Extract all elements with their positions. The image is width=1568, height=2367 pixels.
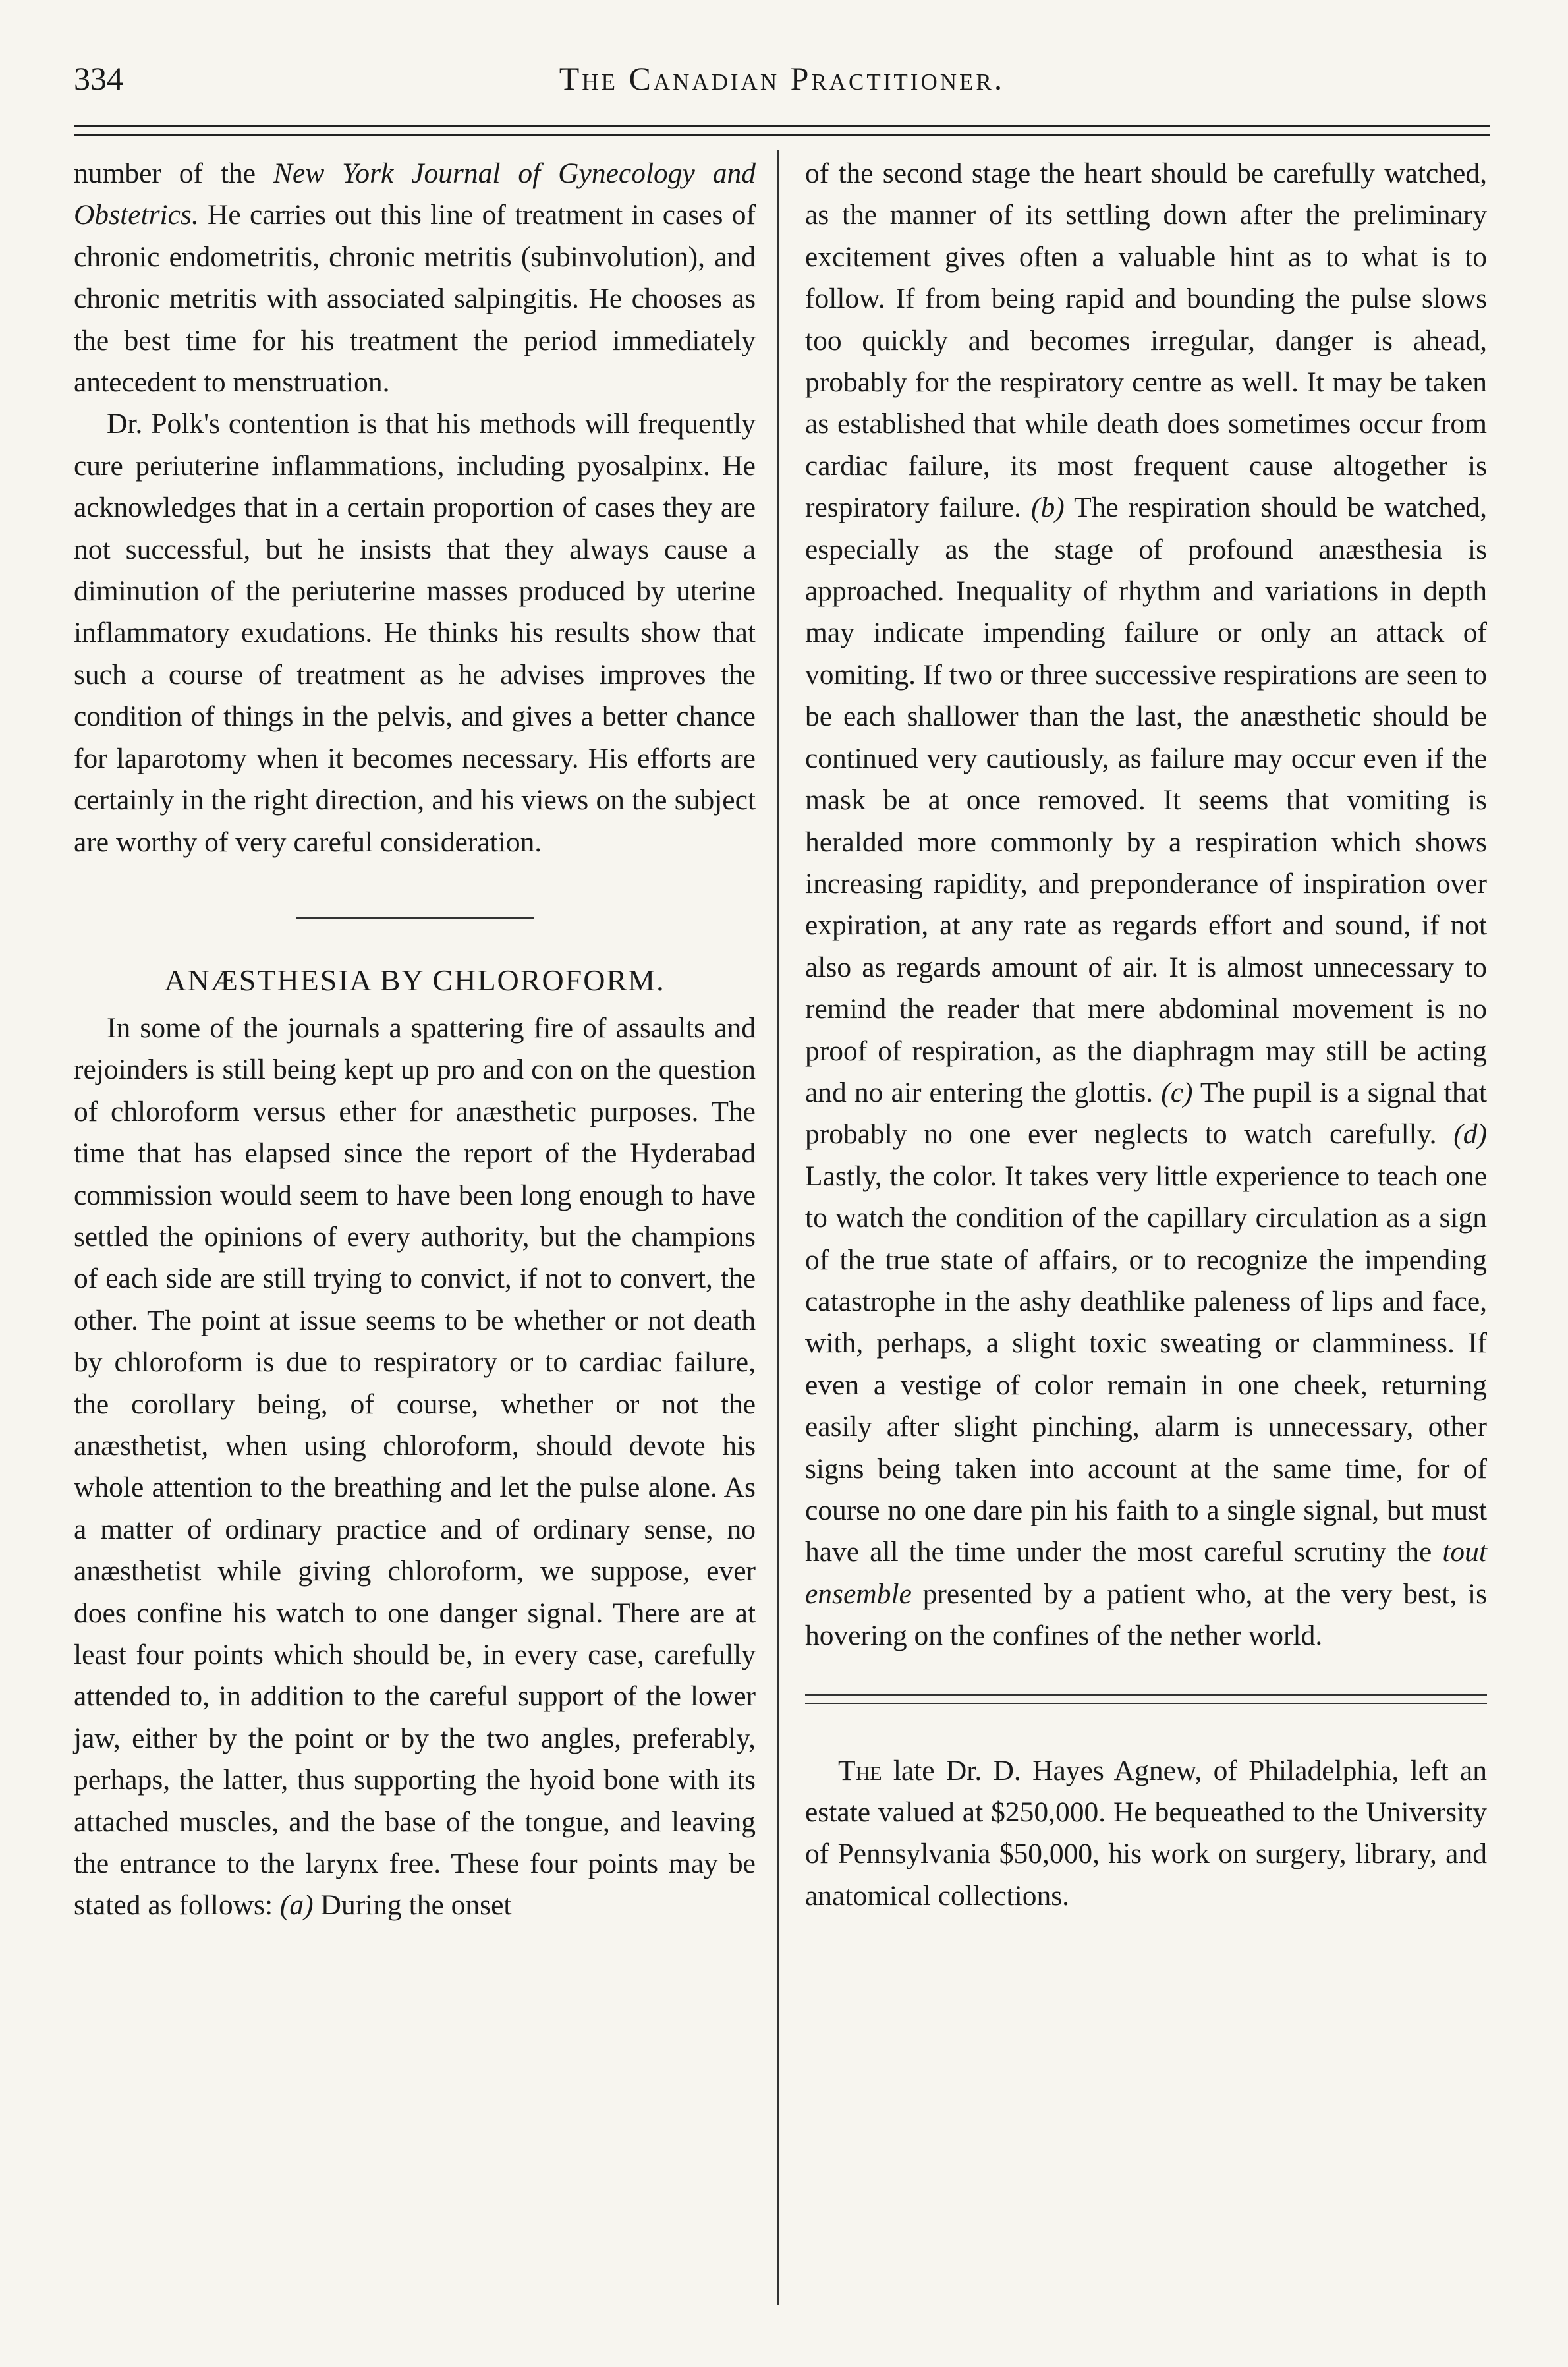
section-heading: ANÆSTHESIA BY CHLOROFORM. — [164, 963, 665, 997]
section-double-rule — [805, 1694, 1487, 1704]
list-marker: (a) — [279, 1889, 314, 1922]
text-span: The respiration should be watched, especially as the stage of profound anæsthesia is approached. Inequality of rhythm and variations in depth may indicate impending failure or only an attack of vomiting. If two or three successive respirations are seen to be each shallower than the last, the anæsthetic should be continued very cautiously, as failure may occur even if the mask be at once removed. It seems that vomiting is heralded more commonly by a respiration which shows increasing rapidity, and preponderance of inspiration over expiration, at any rate as regards effort and sound, if not also as regards amount of air. It is almost unnecessary to remind the reader that mere abdominal movement is no proof of respiration, as the diaphragm may still be acting and no air entering the glottis. — [805, 492, 1487, 1108]
italic-phrase: tout ensemble — [805, 1536, 1487, 1610]
left-column — [74, 153, 756, 1927]
lead-word: The — [838, 1754, 882, 1786]
paragraph-chloroform-continued — [805, 153, 1487, 1657]
right-column — [805, 153, 1487, 1917]
column-divider — [777, 150, 779, 2305]
list-marker: (b) — [1031, 492, 1065, 524]
text-span: In some of the journals a spattering fire of assaults and rejoinders is still being kept up pro and con on the question of chloroform versus ether for anæsthetic purposes. The time that has elapsed since the report of the Hyderabad commission would seem to have been long enough to have settled the opinions of every authority, but the champions of each side are still trying to convict, if not to convert, the other. The point at issue seems to be whether or not death by chloroform is due to respiratory or to cardiac failure, the corollary being, of course, whether or not the anæsthetist, when using chloroform, should devote his whole attention to the breathing and let the pulse alone. As a matter of ordinary practice and of ordinary sense, no anæsthetist while giving chloroform, we suppose, ever does confine his watch to one danger signal. There are at least four points which should be, in every case, carefully attended to, in addition to the careful support of the lower jaw, either by the point or by the two angles, preferably, perhaps, the latter, thus supporting the hyoid bone with its attached muscles, and the base of the tongue, and leaving the entrance to the larynx free. These four points may be stated as follows: — [74, 1012, 756, 1922]
text-span: number of the — [74, 157, 273, 189]
text-span: He carries out this line of treatment in cases of chronic endometritis, chronic metritis (subinvolution), and chronic metritis with associated salpingitis. He chooses as the best time for his treatment the period immediately antecedent to menstruation. — [74, 199, 756, 399]
text-span: Lastly, the color. It takes very little experience to teach one to watch the condition of the capillary circulation as a sign of the true state of affairs, or to recognize the impending catastrophe in the ashy deathlike paleness of lips and face, with, perhaps, a slight toxic sweating or clamminess. If even a vestige of color remain in one cheek, returning easily after slight pinching, alarm is unnecessary, other signs being taken into account at the same time, for of course no one dare pin his faith to a single signal, but must have all the time under the most careful scrutiny the — [805, 1160, 1487, 1568]
page-header — [74, 59, 1490, 119]
text-span: late Dr. D. Hayes Agnew, of Philadelphia, left an estate valued at $250,000. He bequeathed to the University of Pennsylvania $50,000, his work on surgery, library, and anatomical collections. — [805, 1754, 1487, 1912]
text-span: presented by a patient who, at the very best, is hovering on the confines of the nether world. — [805, 1578, 1487, 1652]
rule-line — [805, 1694, 1487, 1696]
section-divider — [296, 917, 534, 919]
list-marker: (d) — [1453, 1118, 1487, 1151]
journal-title: New York Journal of Gynecology and Obstetrics. — [74, 157, 756, 231]
list-marker: (c) — [1161, 1076, 1193, 1108]
page-number: 334 — [74, 60, 123, 97]
paragraph-agnew — [805, 1750, 1487, 1918]
paragraph-polk-contention: Dr. Polk's contention is that his methods will frequently cure periuterine inflammations, including pyosalpinx. He acknowledges that in a certain proportion of cases they are not successful, but he insists that they always cause a diminution of the periuterine masses produced by uterine inflammatory exudations. He thinks his results show that such a course of treatment as he advises improves the condition of things in the pelvis, and gives a better chance for laparotomy when it becomes necessary. His efforts are certainly in the right direction, and his views on the subject are worthy of very careful consideration. — [74, 408, 756, 858]
header-rule-top — [74, 125, 1490, 127]
text-span: of the second stage the heart should be carefully watched, as the manner of its settling down after the preliminary excitement gives often a valuable hint as to what is to follow. If from being rapid and bounding the pulse slows too quickly and becomes irregular, danger is ahead, probably for the respiratory centre as well. It may be taken as established that while death does sometimes occur from cardiac failure, its most frequent cause altogether is respiratory failure. — [805, 157, 1487, 524]
text-span: During the onset — [313, 1889, 512, 1922]
paragraph-polk-treatment — [74, 153, 756, 403]
running-title: The Canadian Practitioner. — [559, 60, 1005, 97]
header-rule-bottom — [74, 134, 1490, 136]
text-span: The pupil is a signal that probably no one ever neglects to watch carefully. — [805, 1076, 1487, 1151]
paragraph-chloroform — [74, 1008, 756, 1927]
rule-line — [805, 1703, 1487, 1704]
